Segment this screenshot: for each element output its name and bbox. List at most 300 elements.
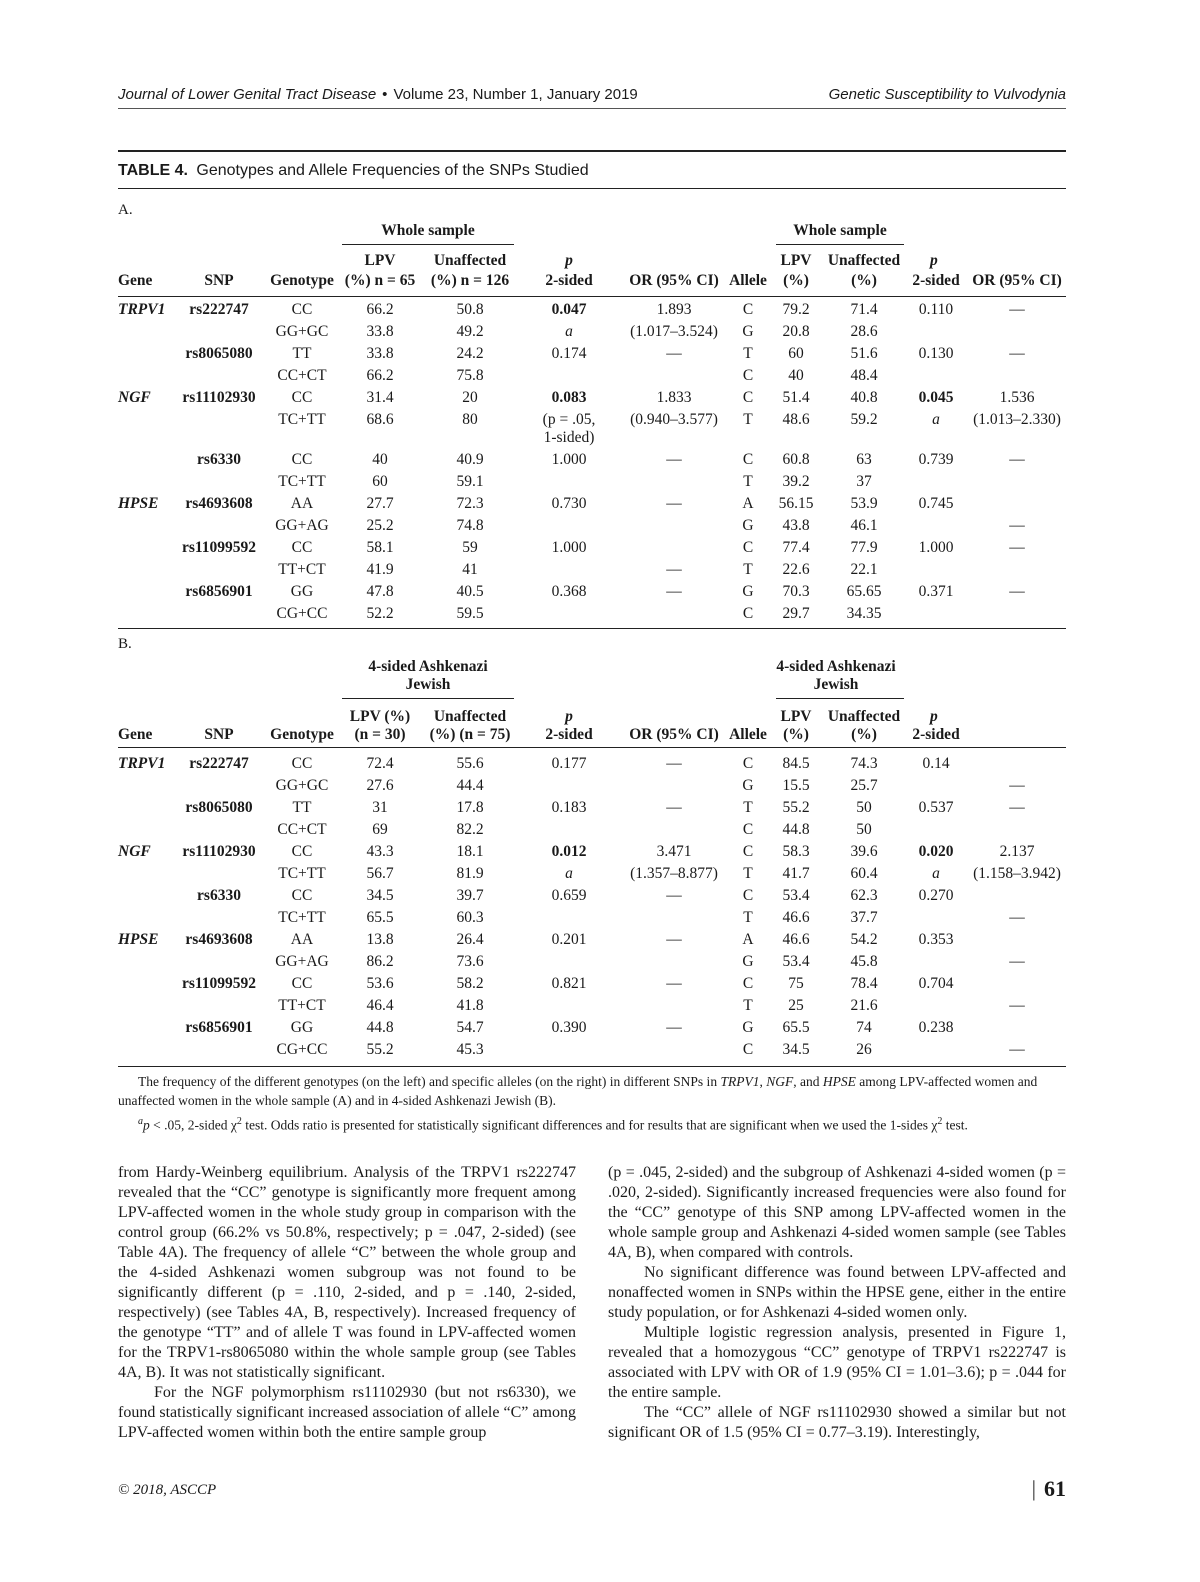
copyright: © 2018, ASCCP bbox=[118, 1482, 217, 1498]
cell-unaffected: 41 bbox=[462, 561, 478, 578]
b-header-allele-lpv: LPV bbox=[780, 708, 812, 725]
cell-odds-ratio: (1.017–3.524) bbox=[630, 323, 718, 340]
cell-allele: C bbox=[742, 367, 754, 384]
body-left-paragraph-2: For the NGF polymorphism rs11102930 (but not rs6330), we found statistically significant increased association of allele “C” among LPV-affected women within both the entire sample group bbox=[118, 1384, 576, 1441]
cell-p-value: 0.012 bbox=[551, 843, 587, 860]
part-b-group-right-1: 4-sided Ashkenazi bbox=[776, 658, 896, 675]
cell-allele-unaffected: 74.3 bbox=[850, 755, 878, 772]
cell-p-value: 0.659 bbox=[551, 887, 587, 904]
header-allele-p: p bbox=[930, 252, 938, 269]
cell-allele-p-value: 0.704 bbox=[918, 975, 954, 992]
cell-allele: T bbox=[743, 799, 753, 816]
table-row bbox=[118, 323, 1066, 345]
table-caption: Genotypes and Allele Frequencies of the SNPs Studied bbox=[196, 162, 589, 179]
cell-allele-p-value: 1.000 bbox=[918, 539, 954, 556]
cell-odds-ratio: — bbox=[666, 887, 682, 904]
cell-allele: C bbox=[742, 821, 754, 838]
cell-allele-odds-ratio: — bbox=[1009, 583, 1025, 600]
cell-odds-ratio: — bbox=[666, 561, 682, 578]
table-row bbox=[118, 429, 1066, 451]
part-b-group-left-rule bbox=[342, 698, 514, 699]
cell-allele-lpv: 65.5 bbox=[782, 1019, 810, 1036]
cell-genotype: CC bbox=[291, 843, 313, 860]
b-header-allele-p-sided: 2-sided bbox=[912, 726, 960, 743]
cell-gene: NGF bbox=[118, 389, 151, 406]
cell-odds-ratio: — bbox=[666, 799, 682, 816]
table-row bbox=[118, 887, 1066, 909]
header-or: OR (95% CI) bbox=[629, 272, 719, 289]
cell-allele-odds-ratio: — bbox=[1009, 777, 1025, 794]
cell-snp: rs11102930 bbox=[182, 843, 256, 860]
table-row bbox=[118, 1041, 1066, 1063]
cell-allele-unaffected: 40.8 bbox=[850, 389, 878, 406]
cell-unaffected: 72.3 bbox=[456, 495, 484, 512]
part-b-group-right-2: Jewish bbox=[813, 676, 859, 693]
body-column-left bbox=[118, 1163, 576, 1443]
part-a-bottom-rule bbox=[118, 628, 1066, 629]
cell-lpv: 33.8 bbox=[366, 323, 394, 340]
cell-unaffected: 39.7 bbox=[456, 887, 484, 904]
table-row bbox=[118, 909, 1066, 931]
table-row bbox=[118, 539, 1066, 561]
b-header-genotype: Genotype bbox=[270, 726, 334, 743]
cell-unaffected: 81.9 bbox=[456, 865, 484, 882]
cell-allele-odds-ratio: (1.013–2.330) bbox=[973, 411, 1061, 428]
table-row bbox=[118, 953, 1066, 975]
cell-allele-lpv: 25 bbox=[788, 997, 804, 1014]
cell-unaffected: 59.5 bbox=[456, 605, 484, 622]
cell-unaffected: 82.2 bbox=[456, 821, 484, 838]
table-row bbox=[118, 473, 1066, 495]
cell-genotype: GG+AG bbox=[275, 953, 329, 970]
cell-allele-odds-ratio: — bbox=[1009, 997, 1025, 1014]
cell-gene: HPSE bbox=[118, 495, 159, 512]
cell-allele-unaffected: 50 bbox=[856, 799, 872, 816]
table-title bbox=[118, 150, 1066, 189]
part-b-table-body bbox=[118, 755, 1066, 1063]
cell-allele-lpv: 46.6 bbox=[782, 909, 810, 926]
cell-unaffected: 58.2 bbox=[456, 975, 484, 992]
table-row bbox=[118, 495, 1066, 517]
cell-genotype: CC bbox=[291, 389, 313, 406]
table-row bbox=[118, 799, 1066, 821]
cell-lpv: 40 bbox=[372, 451, 388, 468]
cell-snp: rs6856901 bbox=[185, 1019, 253, 1036]
cell-odds-ratio: 1.893 bbox=[656, 301, 692, 318]
cell-lpv: 60 bbox=[372, 473, 388, 490]
cell-allele-unaffected: 78.4 bbox=[850, 975, 878, 992]
cell-p-value: 0.174 bbox=[551, 345, 587, 362]
cell-genotype: CC+CT bbox=[277, 821, 327, 838]
cell-lpv: 25.2 bbox=[366, 517, 394, 534]
header-lpv: LPV bbox=[364, 252, 396, 269]
cell-odds-ratio: — bbox=[666, 1019, 682, 1036]
footnote-2-sq-2: 2 bbox=[937, 1116, 943, 1127]
cell-allele-lpv: 44.8 bbox=[782, 821, 810, 838]
cell-allele-lpv: 51.4 bbox=[782, 389, 810, 406]
cell-p-value: 0.047 bbox=[551, 301, 587, 318]
cell-lpv: 47.8 bbox=[366, 583, 394, 600]
cell-allele-odds-ratio: 2.137 bbox=[999, 843, 1035, 860]
cell-allele-unaffected: 77.9 bbox=[850, 539, 878, 556]
cell-p-value: 1.000 bbox=[551, 539, 587, 556]
header-allele-lpv-pct: (%) bbox=[783, 272, 809, 289]
cell-allele-unaffected: 34.35 bbox=[846, 605, 882, 622]
cell-allele-unaffected: 25.7 bbox=[850, 777, 878, 794]
page-bar: | bbox=[1031, 1476, 1036, 1501]
cell-gene: NGF bbox=[118, 843, 151, 860]
cell-unaffected: 54.7 bbox=[456, 1019, 484, 1036]
cell-allele-p-value: 0.045 bbox=[918, 389, 954, 406]
cell-allele: T bbox=[743, 865, 753, 882]
part-b-bottom-rule bbox=[118, 1066, 1066, 1067]
part-a-group-right-rule bbox=[776, 244, 904, 245]
cell-p-value: 1.000 bbox=[551, 451, 587, 468]
cell-allele: A bbox=[742, 495, 754, 512]
cell-allele-p-value: 0.110 bbox=[918, 301, 954, 318]
cell-allele-lpv: 39.2 bbox=[782, 473, 810, 490]
cell-allele-odds-ratio: 1.536 bbox=[999, 389, 1035, 406]
cell-genotype: TC+TT bbox=[278, 411, 326, 428]
cell-genotype: CC bbox=[291, 887, 313, 904]
cell-snp: rs222747 bbox=[189, 301, 249, 318]
body-right-paragraph-1: (p = .045, 2-sided) and the subgroup of Ashkenazi 4-sided women (p = .020, 2-sided). Significantly increased frequencies were also found for the “CC” genotype of this SNP among LPV-affected women in the whole sample group and Ashkenazi 4-sided women sample (see Tables 4A, B), when compared with controls. bbox=[608, 1164, 1066, 1261]
cell-allele-p-value: 0.353 bbox=[918, 931, 954, 948]
cell-allele-unaffected: 26 bbox=[856, 1041, 872, 1058]
header-lpv-n: (%) n = 65 bbox=[344, 272, 416, 289]
cell-snp: rs6330 bbox=[197, 451, 241, 468]
page-number: 61 bbox=[1044, 1476, 1066, 1501]
page-number-block bbox=[1032, 1476, 1066, 1502]
b-header-p: p bbox=[565, 708, 573, 725]
footnote-1-text-b: , bbox=[759, 1074, 767, 1089]
part-a-table-body bbox=[118, 301, 1066, 627]
cell-unaffected: 45.3 bbox=[456, 1041, 484, 1058]
cell-allele-p-value: a bbox=[932, 865, 940, 882]
cell-genotype: GG+AG bbox=[275, 517, 329, 534]
part-b-label: B. bbox=[118, 636, 132, 652]
footnote-1-text-d: among LPV-affected women and unaffected women in the whole sample (A) and in 4-sided Ashkenazi Jewish (B). bbox=[118, 1074, 1038, 1108]
footnote-1-gene-2: NGF bbox=[766, 1074, 794, 1089]
cell-allele-p-value: 0.14 bbox=[922, 755, 950, 772]
cell-allele: G bbox=[742, 1019, 754, 1036]
table-footnote-1 bbox=[118, 1072, 1066, 1110]
cell-allele-unaffected: 46.1 bbox=[850, 517, 878, 534]
cell-allele-p-value: 0.739 bbox=[918, 451, 954, 468]
cell-p-value: 0.177 bbox=[551, 755, 587, 772]
table-row bbox=[118, 367, 1066, 389]
cell-unaffected: 74.8 bbox=[456, 517, 484, 534]
table-row bbox=[118, 561, 1066, 583]
cell-allele: C bbox=[742, 887, 754, 904]
part-b-group-right-rule bbox=[776, 698, 904, 699]
cell-allele-unaffected: 37 bbox=[856, 473, 872, 490]
footnote-1-gene-1: TRPV1 bbox=[720, 1074, 760, 1089]
cell-p-value: 1-sided) bbox=[543, 429, 595, 446]
part-a-group-left: Whole sample bbox=[381, 222, 475, 239]
cell-allele-lpv: 75 bbox=[788, 975, 804, 992]
footnote-2-p: p bbox=[143, 1117, 150, 1133]
cell-allele-lpv: 48.6 bbox=[782, 411, 810, 428]
cell-lpv: 69 bbox=[372, 821, 388, 838]
cell-genotype: TT bbox=[292, 799, 312, 816]
cell-lpv: 68.6 bbox=[366, 411, 394, 428]
table-row bbox=[118, 451, 1066, 473]
b-header-lpv: LPV (%) bbox=[349, 708, 411, 725]
cell-odds-ratio: — bbox=[666, 975, 682, 992]
cell-allele-lpv: 77.4 bbox=[782, 539, 810, 556]
cell-allele: C bbox=[742, 389, 754, 406]
cell-gene: HPSE bbox=[118, 931, 159, 948]
cell-allele-unaffected: 22.1 bbox=[850, 561, 878, 578]
journal-name: Journal of Lower Genital Tract Disease bbox=[118, 86, 377, 103]
cell-genotype: CC bbox=[291, 975, 313, 992]
cell-allele-p-value: 0.537 bbox=[918, 799, 954, 816]
cell-allele-lpv: 53.4 bbox=[782, 953, 810, 970]
cell-odds-ratio: — bbox=[666, 755, 682, 772]
cell-genotype: AA bbox=[290, 495, 314, 512]
cell-allele-unaffected: 59.2 bbox=[850, 411, 878, 428]
part-a-group-right: Whole sample bbox=[793, 222, 887, 239]
part-b-group-left-1: 4-sided Ashkenazi bbox=[368, 658, 488, 675]
cell-allele-unaffected: 51.6 bbox=[850, 345, 878, 362]
cell-allele-unaffected: 39.6 bbox=[850, 843, 878, 860]
cell-allele-unaffected: 37.7 bbox=[850, 909, 878, 926]
cell-genotype: GG bbox=[290, 1019, 314, 1036]
cell-allele-odds-ratio: (1.158–3.942) bbox=[973, 865, 1061, 882]
cell-allele-odds-ratio: — bbox=[1009, 517, 1025, 534]
body-right-paragraph-4: The “CC” allele of NGF rs11102930 showed a similar but not significant OR of 1.5 (95% CI = 0.77–3.19). Interestingly, bbox=[608, 1404, 1066, 1441]
cell-allele-lpv: 56.15 bbox=[778, 495, 814, 512]
table-row bbox=[118, 301, 1066, 323]
cell-allele-p-value: a bbox=[932, 411, 940, 428]
cell-p-value: (p = .05, bbox=[542, 411, 596, 428]
cell-allele: C bbox=[742, 843, 754, 860]
b-header-allele-lpv-pct: (%) bbox=[783, 726, 809, 743]
cell-genotype: CG+CC bbox=[276, 1041, 328, 1058]
cell-unaffected: 26.4 bbox=[456, 931, 484, 948]
cell-unaffected: 80 bbox=[462, 411, 478, 428]
cell-unaffected: 44.4 bbox=[456, 777, 484, 794]
cell-allele: T bbox=[743, 411, 753, 428]
cell-snp: rs8065080 bbox=[185, 799, 253, 816]
part-b-header-rule bbox=[118, 747, 1066, 748]
header-allele: Allele bbox=[729, 272, 767, 289]
cell-snp: rs4693608 bbox=[185, 495, 253, 512]
body-column-right bbox=[608, 1163, 1066, 1443]
table-footnote-2 bbox=[118, 1112, 1066, 1135]
cell-lpv: 53.6 bbox=[366, 975, 394, 992]
cell-allele-p-value: 0.238 bbox=[918, 1019, 954, 1036]
table-row bbox=[118, 1019, 1066, 1041]
cell-allele: G bbox=[742, 583, 754, 600]
cell-gene: TRPV1 bbox=[118, 755, 166, 772]
b-header-allele-unaffected: Unaffected bbox=[827, 708, 901, 725]
running-head bbox=[118, 84, 1066, 109]
cell-allele: A bbox=[742, 931, 754, 948]
part-a-label: A. bbox=[118, 202, 133, 218]
cell-allele-odds-ratio: — bbox=[1009, 799, 1025, 816]
cell-odds-ratio: — bbox=[666, 931, 682, 948]
header-gene: Gene bbox=[118, 272, 153, 289]
cell-allele-unaffected: 60.4 bbox=[850, 865, 878, 882]
cell-genotype: TT+CT bbox=[278, 997, 326, 1014]
cell-unaffected: 73.6 bbox=[456, 953, 484, 970]
cell-allele-p-value: 0.371 bbox=[918, 583, 954, 600]
cell-odds-ratio: 3.471 bbox=[656, 843, 692, 860]
cell-lpv: 13.8 bbox=[366, 931, 394, 948]
cell-unaffected: 55.6 bbox=[456, 755, 484, 772]
cell-allele-odds-ratio: — bbox=[1009, 345, 1025, 362]
cell-unaffected: 50.8 bbox=[456, 301, 484, 318]
cell-genotype: TC+TT bbox=[278, 865, 326, 882]
cell-allele: T bbox=[743, 345, 753, 362]
cell-odds-ratio: — bbox=[666, 583, 682, 600]
header-unaffected: Unaffected bbox=[433, 252, 507, 269]
footnote-2-text-a: < .05, 2-sided χ bbox=[149, 1117, 237, 1133]
b-header-p-sided: 2-sided bbox=[545, 726, 593, 743]
part-a-group-left-rule bbox=[342, 244, 514, 245]
cell-odds-ratio: — bbox=[666, 451, 682, 468]
cell-odds-ratio: 1.833 bbox=[656, 389, 692, 406]
cell-allele-p-value: 0.130 bbox=[918, 345, 954, 362]
cell-genotype: CC bbox=[291, 451, 313, 468]
cell-allele-lpv: 55.2 bbox=[782, 799, 810, 816]
cell-unaffected: 40.9 bbox=[456, 451, 484, 468]
cell-allele-lpv: 60.8 bbox=[782, 451, 810, 468]
table-row bbox=[118, 821, 1066, 843]
b-header-allele: Allele bbox=[729, 726, 767, 743]
cell-allele: T bbox=[743, 909, 753, 926]
header-allele-p-sided: 2-sided bbox=[912, 272, 960, 289]
cell-unaffected: 20 bbox=[462, 389, 478, 406]
cell-snp: rs8065080 bbox=[185, 345, 253, 362]
cell-allele-p-value: 0.020 bbox=[918, 843, 954, 860]
cell-allele-lpv: 29.7 bbox=[782, 605, 810, 622]
cell-odds-ratio: (0.940–3.577) bbox=[630, 411, 718, 428]
cell-allele-lpv: 84.5 bbox=[782, 755, 810, 772]
footnote-2-sq-1: 2 bbox=[236, 1116, 242, 1127]
cell-allele-lpv: 34.5 bbox=[782, 1041, 810, 1058]
cell-allele: C bbox=[742, 605, 754, 622]
cell-allele-unaffected: 62.3 bbox=[850, 887, 878, 904]
cell-allele-odds-ratio: — bbox=[1009, 953, 1025, 970]
cell-unaffected: 59.1 bbox=[456, 473, 484, 490]
table-row bbox=[118, 865, 1066, 887]
footnote-1-text-a: The frequency of the different genotypes (on the left) and specific alleles (on the right) in different SNPs in bbox=[138, 1074, 721, 1089]
cell-allele-p-value: 0.745 bbox=[918, 495, 954, 512]
cell-snp: rs6330 bbox=[197, 887, 241, 904]
cell-snp: rs11099592 bbox=[181, 539, 257, 556]
part-b-header bbox=[118, 658, 1066, 748]
header-genotype: Genotype bbox=[270, 272, 334, 289]
header-snp: SNP bbox=[204, 272, 234, 289]
cell-lpv: 31 bbox=[372, 799, 388, 816]
b-header-gene: Gene bbox=[118, 726, 153, 743]
cell-allele-odds-ratio: — bbox=[1009, 1041, 1025, 1058]
cell-p-value: 0.821 bbox=[551, 975, 587, 992]
cell-p-value: 0.390 bbox=[551, 1019, 587, 1036]
cell-lpv: 41.9 bbox=[366, 561, 394, 578]
cell-unaffected: 60.3 bbox=[456, 909, 484, 926]
b-header-unaffected: Unaffected bbox=[433, 708, 507, 725]
cell-allele-lpv: 60 bbox=[788, 345, 804, 362]
cell-unaffected: 24.2 bbox=[456, 345, 484, 362]
cell-allele-unaffected: 28.6 bbox=[850, 323, 878, 340]
table-row bbox=[118, 931, 1066, 953]
cell-genotype: TC+TT bbox=[278, 909, 326, 926]
bullet: • bbox=[382, 86, 388, 103]
cell-snp: rs6856901 bbox=[185, 583, 253, 600]
b-header-unaffected-n: (%) (n = 75) bbox=[429, 726, 511, 743]
cell-lpv: 65.5 bbox=[366, 909, 394, 926]
cell-genotype: CC bbox=[291, 539, 313, 556]
cell-allele-unaffected: 54.2 bbox=[850, 931, 878, 948]
cell-lpv: 44.8 bbox=[366, 1019, 394, 1036]
cell-lpv: 56.7 bbox=[366, 865, 394, 882]
volume-info: Volume 23, Number 1, January 2019 bbox=[393, 86, 638, 103]
cell-lpv: 66.2 bbox=[366, 367, 394, 384]
cell-lpv: 31.4 bbox=[366, 389, 394, 406]
cell-p-value: a bbox=[565, 323, 573, 340]
cell-allele-unaffected: 74 bbox=[856, 1019, 872, 1036]
cell-allele: T bbox=[743, 561, 753, 578]
table-row bbox=[118, 605, 1066, 627]
cell-allele-lpv: 53.4 bbox=[782, 887, 810, 904]
cell-allele-lpv: 40 bbox=[788, 367, 804, 384]
cell-allele-p-value: 0.270 bbox=[918, 887, 954, 904]
cell-allele-unaffected: 63 bbox=[856, 451, 872, 468]
table-row bbox=[118, 517, 1066, 539]
cell-allele: C bbox=[742, 451, 754, 468]
cell-unaffected: 75.8 bbox=[456, 367, 484, 384]
cell-allele-lpv: 70.3 bbox=[782, 583, 810, 600]
body-right-paragraph-3: Multiple logistic regression analysis, presented in Figure 1, revealed that a homozygous “CC” genotype of TRPV1 rs222747 is associated with LPV with OR of 1.9 (95% CI = 1.01–3.6); p = .044 for the entire sample. bbox=[608, 1324, 1066, 1401]
cell-allele-odds-ratio: — bbox=[1009, 909, 1025, 926]
part-b-group-left-2: Jewish bbox=[405, 676, 451, 693]
body-left-paragraph-1: from Hardy-Weinberg equilibrium. Analysis of the TRPV1 rs222747 revealed that the “CC” genotype is significantly more frequent among LPV-affected women in the whole study group in comparison with the control group (66.2% vs 50.8%, respectively; p = .047, 2-sided) (see Table 4A). The frequency of allele “C” between the whole group and the 4-sided Ashkenazi women subgroup was not found to be significantly different (p = .110, 2-sided, and p = .140, 2-sided, respectively) (see Tables 4A, B, respectively). Increased frequency of the genotype “TT” and of allele T was found in LPV-affected women for the TRPV1-rs8065080 within the whole sample group (see Tables 4A, B). It was not statistically significant. bbox=[118, 1164, 576, 1381]
cell-p-value: 0.730 bbox=[551, 495, 587, 512]
header-allele-unaffected: Unaffected bbox=[827, 252, 901, 269]
cell-allele: T bbox=[743, 473, 753, 490]
cell-p-value: 0.183 bbox=[551, 799, 587, 816]
cell-allele: C bbox=[742, 975, 754, 992]
table-row bbox=[118, 345, 1066, 367]
cell-lpv: 86.2 bbox=[366, 953, 394, 970]
cell-unaffected: 49.2 bbox=[456, 323, 484, 340]
table-row bbox=[118, 583, 1066, 605]
cell-allele-unaffected: 71.4 bbox=[850, 301, 878, 318]
cell-allele-lpv: 22.6 bbox=[782, 561, 810, 578]
cell-odds-ratio: — bbox=[666, 495, 682, 512]
cell-genotype: CC bbox=[291, 301, 313, 318]
header-unaffected-n: (%) n = 126 bbox=[430, 272, 510, 289]
cell-allele: G bbox=[742, 323, 754, 340]
cell-unaffected: 41.8 bbox=[456, 997, 484, 1014]
header-allele-or: OR (95% CI) bbox=[972, 272, 1062, 289]
cell-unaffected: 18.1 bbox=[456, 843, 484, 860]
part-a-header-rule bbox=[118, 296, 1066, 297]
cell-allele-lpv: 20.8 bbox=[782, 323, 810, 340]
cell-p-value: a bbox=[565, 865, 573, 882]
table-row bbox=[118, 997, 1066, 1019]
cell-allele: G bbox=[742, 777, 754, 794]
footnote-1-text-c: , and bbox=[793, 1074, 823, 1089]
cell-genotype: GG+GC bbox=[275, 323, 329, 340]
table-row bbox=[118, 777, 1066, 799]
cell-allele-unaffected: 48.4 bbox=[850, 367, 878, 384]
cell-snp: rs4693608 bbox=[185, 931, 253, 948]
